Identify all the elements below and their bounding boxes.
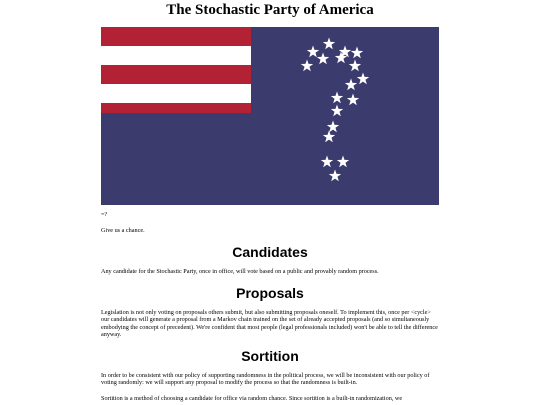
tagline: Give us a chance. [101, 227, 145, 234]
candidates-paragraph: Any candidate for the Stochastic Party, once in office, will vote based on a public and provably random process. [101, 268, 379, 275]
flag-stripe-white [101, 46, 251, 65]
section-heading-proposals: Proposals [236, 285, 304, 301]
sortition-paragraph-1: In order to be consistent with our policy of supporting randomness in the political process, we will be inconsistent with our policy of voting randomly: we will support any proposal to modify the process so that the randomness is built-in. [101, 372, 430, 387]
flag-stripe-red [101, 103, 251, 113]
flag-stripe-red [101, 65, 251, 84]
proposals-paragraph: Legislation is not only voting on proposals others submit, but also submitting proposals oneself. To implement this, once per <cycle> our candidates will generate a proposal from a Markov chain trained on the set of already accepted proposals (and so simultaneously embodying the concept of precedent). We're confident that most people (legal professionals included) won't be able to tell the difference anyway. [101, 309, 438, 339]
section-heading-candidates: Candidates [232, 244, 308, 260]
flag-alt-text: =? [101, 211, 108, 218]
sortition-paragraph-2: Sortition is a method of choosing a candidate for office via random chance. Since sortition is a built-in randomization, we [101, 395, 403, 402]
flag-stripe-red [101, 27, 251, 46]
section-heading-sortition: Sortition [241, 348, 299, 364]
stochastic-flag-image [101, 27, 439, 205]
flag-stripe-white [101, 84, 251, 103]
page-title: The Stochastic Party of America [166, 2, 374, 18]
